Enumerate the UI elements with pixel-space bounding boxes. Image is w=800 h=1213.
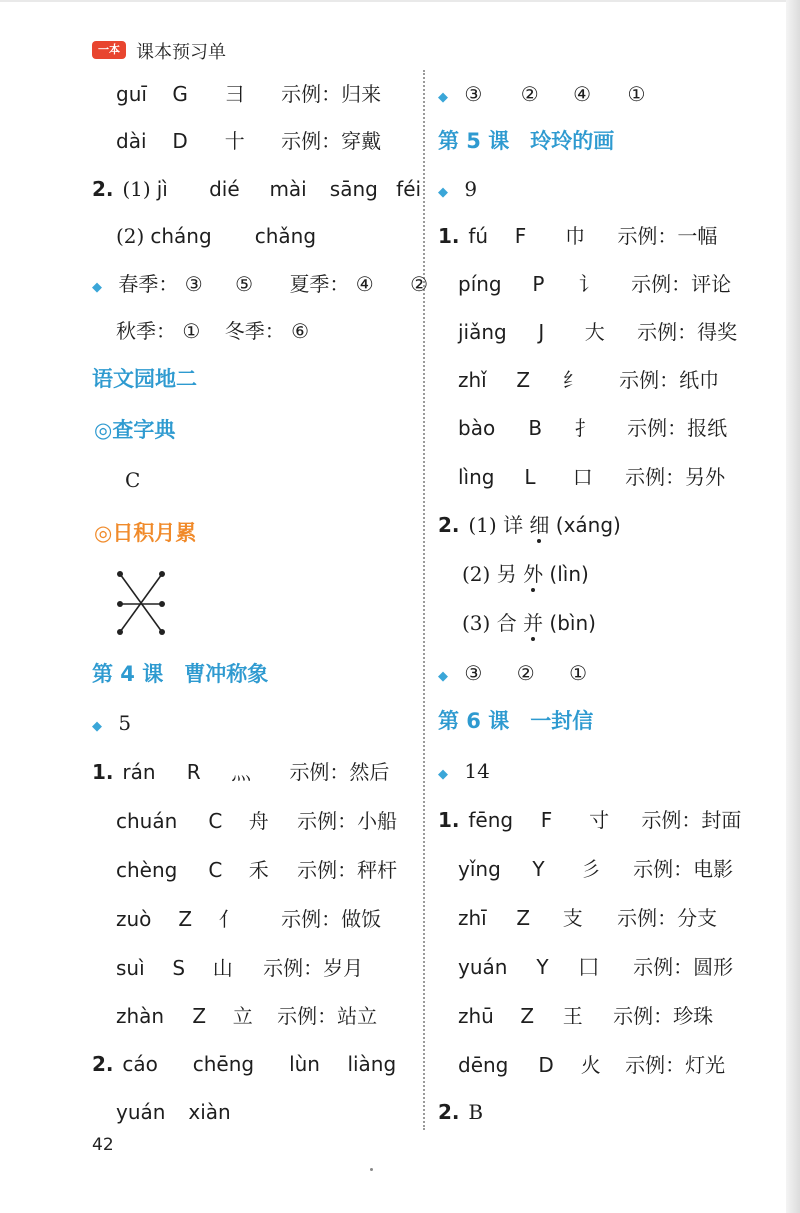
seasons-line1: ◆ 春季： ③ ⑤ 夏季： ④ ② [92, 270, 428, 302]
lesson4-count: ◆ 5 [92, 709, 131, 741]
top-answers: ◆ ③ ② ④ ① [438, 80, 645, 112]
print-mark [370, 1168, 373, 1171]
l5-q2-row: 2. (1) 详 细 (xáng) [438, 513, 621, 537]
lesson6-count: ◆ 14 [438, 757, 490, 789]
l5-row: zhǐ Z 纟 示例：纸巾 [458, 368, 720, 392]
lesson6-heading: 第 6 课 一封信 [438, 709, 594, 733]
l6-row: dēng D 火 示例：灯光 [458, 1053, 726, 1077]
gui-row: guī G 彐 示例：归来 [116, 82, 382, 106]
l4-row: zuò Z 亻 示例：做饭 [116, 907, 382, 931]
matching-lines-diagram [112, 568, 168, 638]
emphasis-dot-char: 细 [529, 513, 550, 537]
book-title: 课本预习单 [136, 42, 226, 63]
l5-answers: ◆ ③ ② ① [438, 659, 587, 691]
l6-row: zhī Z 支 示例：分支 [458, 906, 718, 930]
l5-q2-row: (3) 合 并 (bìn) [462, 611, 596, 635]
l4-q2-line1: 2. cáo chēng lùn liàng [92, 1052, 397, 1076]
seasons-line2: 秋季： ① 冬季： ⑥ [116, 319, 310, 343]
diamond-icon: ◆ [438, 767, 448, 782]
emphasis-dot-char: 外 [523, 562, 544, 586]
l6-row: yǐng Y 彡 示例：电影 [458, 857, 734, 881]
l4-q2-line2: yuán xiàn [116, 1100, 231, 1124]
l5-row: 1. fú F 巾 示例：一幅 [438, 224, 718, 248]
q2-line1: 2. (1) jì dié mài sāng féi [92, 177, 422, 201]
l4-row: chèng C 禾 示例：秤杆 [116, 858, 398, 882]
l4-row: chuán C 舟 示例：小船 [116, 809, 398, 833]
l5-row: bào B 扌 示例：报纸 [458, 416, 728, 440]
zidian-heading: ◎查字典 [94, 418, 176, 442]
diamond-icon: ◆ [438, 669, 448, 684]
zidian-answer: C [125, 468, 141, 492]
l5-row: jiǎng J 大 示例：得奖 [458, 320, 738, 344]
lesson5-count: ◆ 9 [438, 175, 477, 207]
page-number: 42 [92, 1135, 114, 1155]
l4-row: 1. rán R 灬 示例：然后 [92, 760, 390, 784]
diamond-icon: ◆ [92, 719, 102, 734]
q2-line2: (2) cháng chǎng [116, 224, 317, 248]
l6-row: yuán Y 囗 示例：圆形 [458, 955, 734, 979]
top-border [0, 0, 800, 2]
l5-row: lìng L 口 示例：另外 [458, 465, 726, 489]
rijiyuelei-heading: ◎日积月累 [94, 521, 197, 545]
column-divider [423, 70, 425, 1130]
l6-q2: 2. B [438, 1100, 484, 1124]
l4-row: suì S 山 示例：岁月 [116, 956, 364, 980]
l6-row: 1. fēng F 寸 示例：封面 [438, 808, 742, 832]
diamond-icon: ◆ [438, 90, 448, 105]
lesson4-heading: 第 4 课 曹冲称象 [92, 662, 269, 686]
l5-q2-row: (2) 另 外 (lìn) [462, 562, 589, 586]
diamond-icon: ◆ [92, 280, 102, 295]
brand-logo: 一本 [92, 41, 126, 59]
lesson5-heading: 第 5 课 玲玲的画 [438, 129, 615, 153]
l4-row: zhàn Z 立 示例：站立 [116, 1004, 378, 1028]
dai-row: dài D 十 示例：穿戴 [116, 129, 382, 153]
page-edge [786, 0, 800, 1213]
l5-row: píng P 讠 示例：评论 [458, 272, 732, 296]
yuwen-yuandi-heading: 语文园地二 [92, 367, 197, 391]
diamond-icon: ◆ [438, 185, 448, 200]
emphasis-dot-char: 并 [523, 611, 544, 635]
l6-row: zhū Z 王 示例：珍珠 [458, 1004, 714, 1028]
